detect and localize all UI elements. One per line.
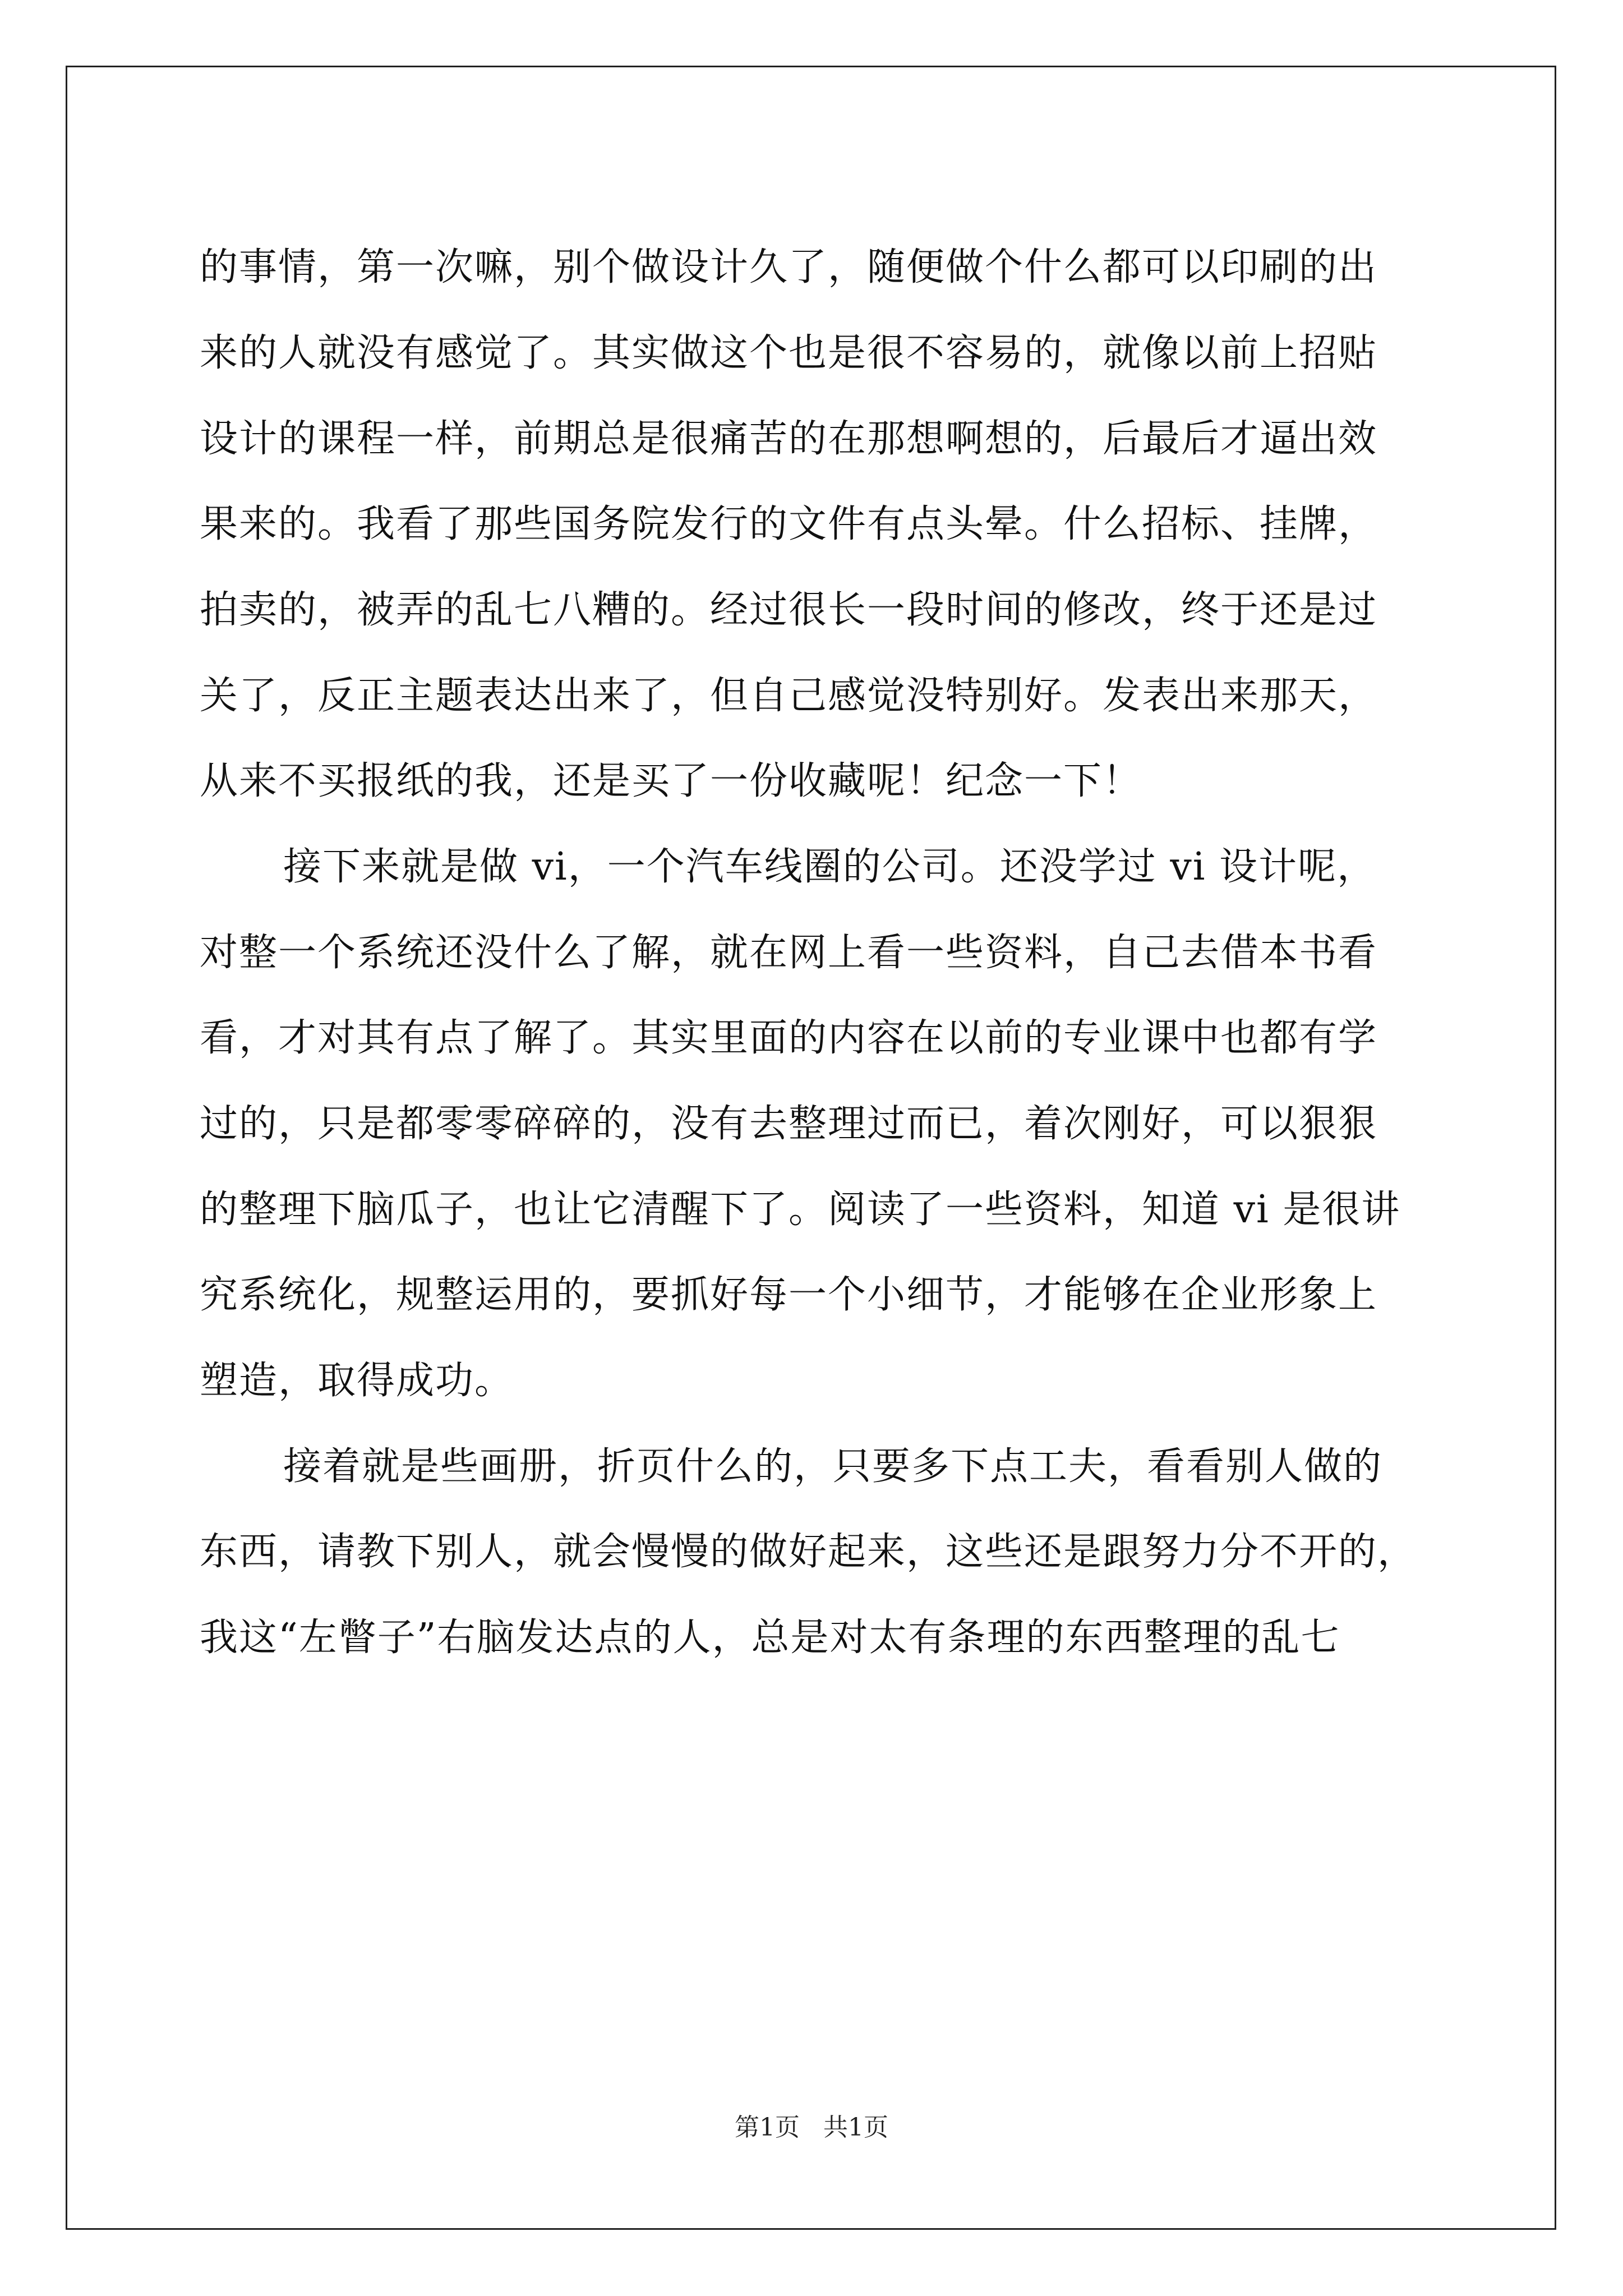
paragraph-line: 果来的。我看了那些国务院发行的文件有点头晕。什么招标、挂牌， — [200, 502, 1378, 546]
paragraph-line: 从来不买报纸的我，还是买了一份收藏呢！纪念一下！ — [200, 759, 1142, 803]
paragraph-line: 对整一个系统还没什么了解，就在网上看一些资料，自己去借本书看 — [200, 931, 1378, 975]
paragraph-line: 塑造，取得成功。 — [200, 1359, 514, 1403]
paragraph-line: 来的人就没有感觉了。其实做这个也是很不容易的，就像以前上招贴 — [200, 331, 1378, 375]
paragraph-line: 接着就是些画册，折页什么的，只要多下点工夫，看看别人做的 — [283, 1444, 1383, 1489]
paragraph-line: 东西，请教下别人，就会慢慢的做好起来，这些还是跟努力分不开的， — [200, 1530, 1417, 1574]
paragraph-line: 接下来就是做 vi，一个汽车线圈的公司。还没学过 vi 设计呢， — [283, 845, 1377, 889]
paragraph-line: 我这“左瞥子”右脑发达点的人，总是对太有条理的东西整理的乱七 — [200, 1616, 1340, 1660]
paragraph-line: 看，才对其有点了解了。其实里面的内容在以前的专业课中也都有学 — [200, 1016, 1378, 1060]
paragraph-line: 究系统化，规整运用的，要抓好每一个小细节，才能够在企业形象上 — [200, 1273, 1378, 1317]
paragraph-line: 的整理下脑瓜子，也让它清醒下了。阅读了一些资料，知道 vi 是很讲 — [200, 1188, 1401, 1232]
paragraph-line: 关了，反正主题表达出来了，但自己感觉没特别好。发表出来那天， — [200, 674, 1378, 718]
page-border — [66, 66, 1556, 2230]
page-footer — [0, 2112, 1623, 2143]
paragraph-line: 的事情，第一次嘛，别个做设计久了，随便做个什么都可以印刷的出 — [200, 245, 1378, 289]
paragraph-line: 设计的课程一样，前期总是很痛苦的在那想啊想的，后最后才逼出效 — [200, 417, 1378, 461]
paragraph-line: 拍卖的，被弄的乱七八糟的。经过很长一段时间的修改，终于还是过 — [200, 588, 1378, 632]
page-number: 第1页 — [735, 2113, 800, 2142]
page-total: 共1页 — [823, 2113, 888, 2142]
paragraph-line: 过的，只是都零零碎碎的，没有去整理过而已，着次刚好，可以狠狠 — [200, 1102, 1378, 1146]
